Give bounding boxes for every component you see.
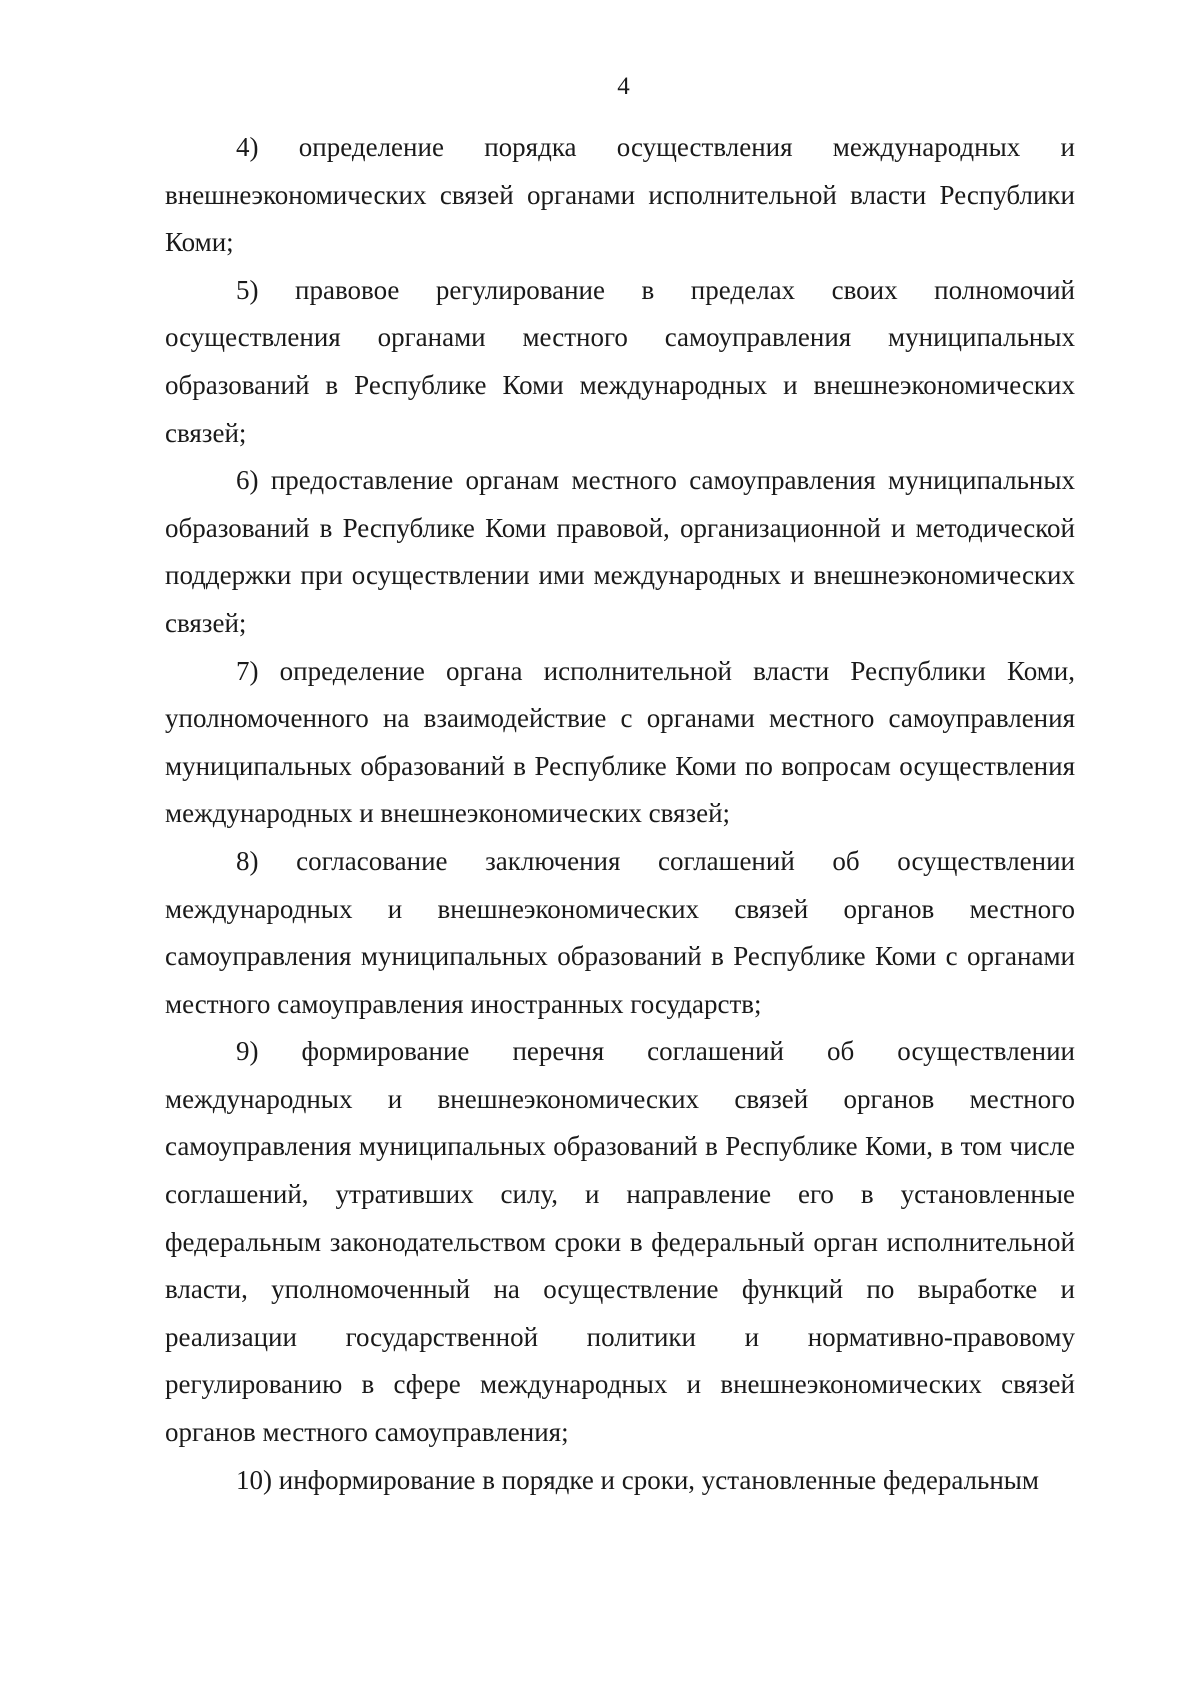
document-body (165, 124, 1075, 1504)
paragraph-item-9: 9) формирование перечня соглашений об осуществлении международных и внешнеэкономических связей органов местного самоуправления муниципальных образований в Республике Коми, в том числе соглашений, утративших силу, и направление его в установленные федеральным законодательством сроки в федеральный орган исполнительной власти, уполномоченный на осуществление функций по выработке и реализации государственной политики и нормативно-правовому регулированию в сфере международных и внешнеэкономических связей органов местного самоуправления; (165, 1036, 1075, 1448)
paragraph-item-10: 10) информирование в порядке и сроки, установленные федеральным (236, 1464, 1039, 1495)
paragraph-item-8: 8) согласование заключения соглашений об осуществлении международных и внешнеэкономических связей органов местного самоуправления муниципальных образований в Республике Коми с органами местного самоуправления иностранных государств; (165, 845, 1075, 1019)
paragraph-item-4: 4) определение порядка осуществления международных и внешнеэкономических связей органами исполнительной власти Республики Коми; (165, 132, 1075, 258)
paragraph-item-7: 7) определение органа исполнительной власти Республики Коми, уполномоченного на взаимодействие с органами местного самоуправления муниципальных образований в Республике Коми по вопросам осуществления международных и внешнеэкономических связей; (165, 655, 1075, 829)
paragraph-item-6: 6) предоставление органам местного самоуправления муниципальных образований в Республике Коми правовой, организационной и методической поддержки при осуществлении ими международных и внешнеэкономических связей; (165, 465, 1075, 638)
page-number: 4 (617, 73, 630, 100)
paragraph-item-5: 5) правовое регулирование в пределах своих полномочий осуществления органами местного самоуправления муниципальных образований в Республике Коми международных и внешнеэкономических связей; (165, 274, 1075, 448)
